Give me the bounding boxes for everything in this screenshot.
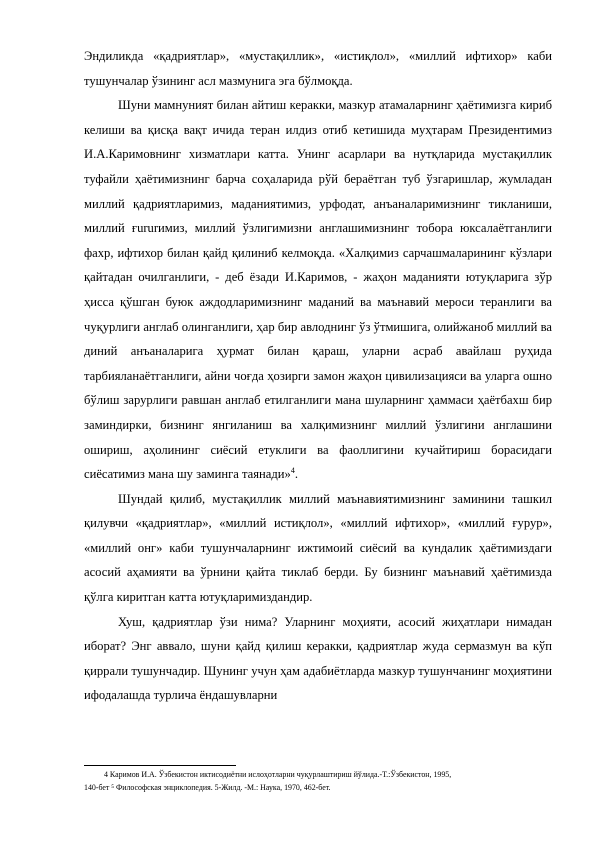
footnotes [84, 768, 552, 794]
footnote-divider [84, 765, 236, 766]
paragraph-4: Хуш, қадриятлар ўзи нима? Уларнинг моҳияти, асосий жиҳатлари нимадан иборат? Энг аввало, шуни қайд қилиш керакки, қадриятлар жуда сермазмун ва кўп қиррали тушунчадир. Шунинг учун ҳам адабиётларда мазкур тушунчанинг моҳиятини ифодалашда турлича ёндашувларни [84, 614, 552, 703]
footnote-marker[interactable]: 4 [290, 465, 295, 475]
paragraph-3: Шундай қилиб, мустақиллик миллий маънавиятимизнинг заминини ташкил қилувчи «қадриятлар», «миллий истиқлол», «миллий ифтихор», «миллий ғурур», «миллий онг» каби тушунчаларнинг ижтимоий сиёсий ва кундалик ҳаётимиздаги асосий аҳамияти ва ўрнини қайта тиклаб берди. Бу бизнинг маънавий ҳаётимизда қўлга киритган катта ютуқларимиздандир. [84, 491, 552, 605]
paragraph-1: Эндиликда «қадриятлар», «мустақиллик», «истиқлол», «миллий ифтихор» каби тушунчалар ўзининг асл мазмунига эга бўлмоқда. [84, 49, 552, 88]
footnote-line-1: 4 Каримов И.А. Ўзбекистон иктисодиётни ислоҳотларни чуқурлаштириш йўлида.-Т.:Ўзбекистон, 1995, [104, 770, 452, 779]
body-text [84, 44, 552, 708]
paragraph-2 [84, 93, 552, 487]
paragraph-2-text: Шуни мамнуният билан айтиш керакки, мазкур атамаларнинг ҳаётимизга кириб келиши ва қисқа вақт ичида теран илдиз отиб кетишида муҳтарам Президентимиз И.А.Каримовнинг хизматлари катта. Унинг асарлари ва нутқларида мустақиллик туфайли ҳаётимизнинг барча соҳаларида рўй бераётган туб ўзгаришлар, жумладан миллий қадриятларимиз, маданиятимиз, урфодат, анъаналаримизнинг тикланиши, миллий ғururимиз, миллий ўзлигимизни англашимизнинг тобора юксалаётганлиги фахр, ифтихор билан қайд қилиниб келмоқда. «Халқимиз сарчашмаларининг кўзлари қайтадан очилганлиги, - деб ёзади И.Каримов, - жаҳон маданияти ютуқларига зўр ҳисса қўшган буюк аждодларимизнинг маданий ва маънавий мероси теранлиги ва чуқурлиги англаб олинганлиги, ҳар бир авлоднинг ўз ўтмишига, олийжаноб миллий ва диний анъаналарига ҳурмат билан қараш, уларни асраб авайлаш руҳида тарбияланаётганлиги, айни чоғда ҳозирги замон жаҳон цивилизацияси ва уларга ошно бўлиш зарурлиги равшан англаб етилганлиги мана шуларнинг ҳаммаси ҳаётбахш бир заминдирки, бизнинг янгиланиш ва халқимизнинг миллий ўзлигини англашини ошириш, аҳолининг сиёсий етуклиги ва фаоллигини кучайтириш борасидаги сиёсатимиз мана шу заминга таянади» [84, 98, 552, 482]
footnote-line-2: 140-бет ⁵ Философская энциклопедия. 5-Жилд. -М.: Наука, 1970, 462-бет. [84, 783, 331, 792]
paragraph-2-end: . [294, 467, 298, 482]
